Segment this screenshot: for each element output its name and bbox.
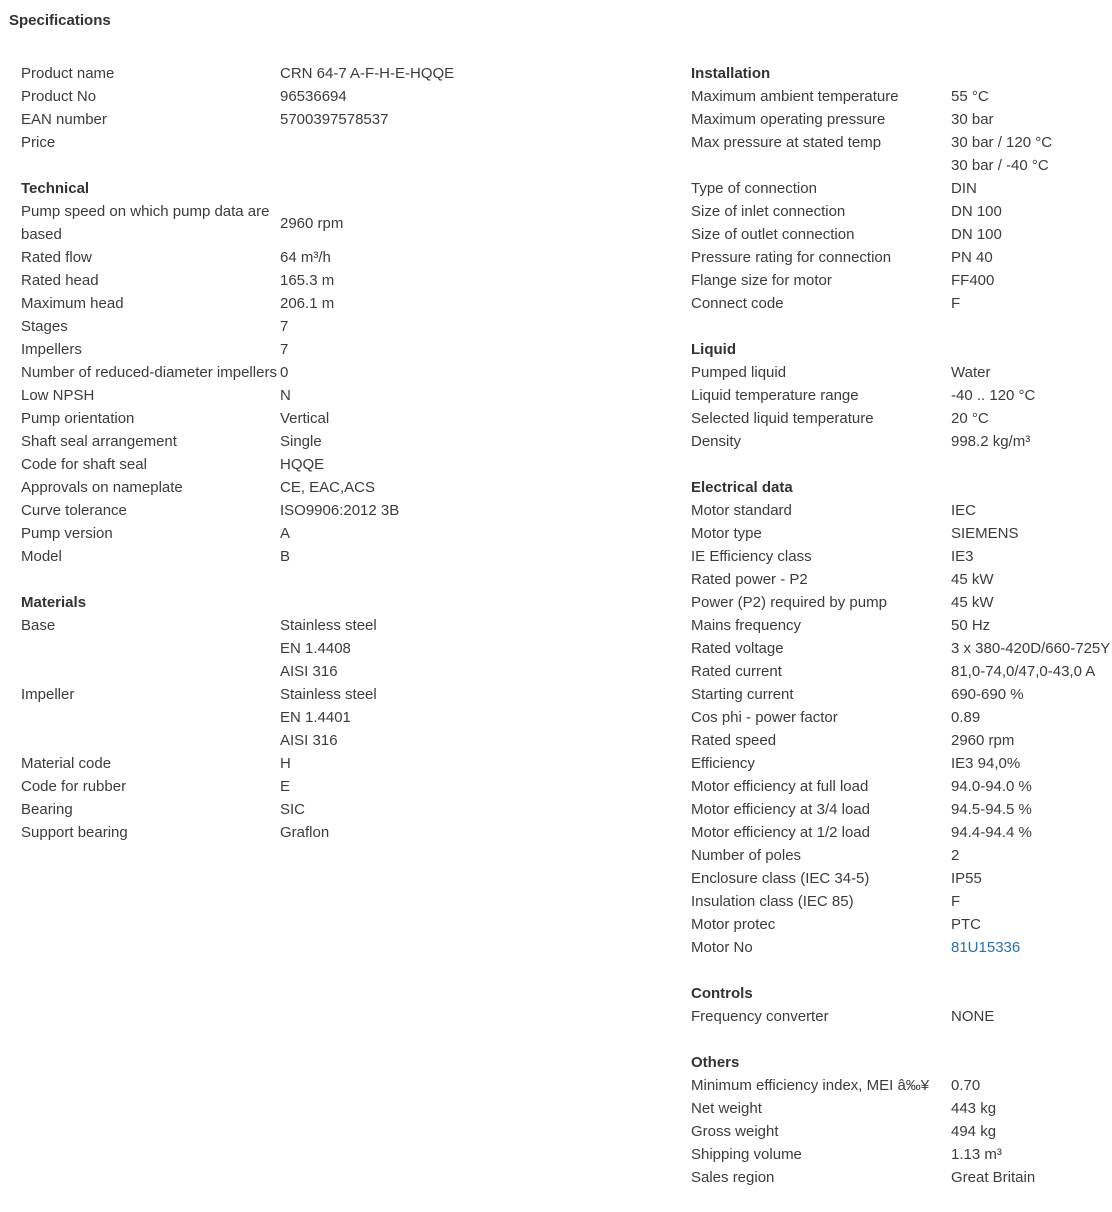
section-heading: Controls [691, 985, 753, 1002]
spec-label: Code for shaft seal [21, 456, 147, 473]
spec-value: 1.13 m³ [951, 1146, 1002, 1163]
section-materials [21, 591, 621, 844]
spec-row-enclosure-class-iec-34-5 [691, 867, 1112, 890]
spec-row-ean-number [21, 108, 621, 131]
spec-value-group [280, 752, 621, 775]
spec-value-group [280, 131, 621, 154]
spec-label: Gross weight [691, 1123, 779, 1140]
spec-row-max-pressure-at-stated-temp [691, 131, 1112, 177]
spec-value: 45 kW [951, 594, 994, 611]
spec-value: 0.70 [951, 1077, 981, 1094]
spec-row-product-no [21, 85, 621, 108]
spec-value: 7 [280, 341, 289, 358]
spec-label: IE Efficiency class [691, 548, 812, 565]
spec-value-group [951, 729, 1112, 752]
spec-value-group [280, 200, 621, 246]
spec-row-motor-standard [691, 499, 1112, 522]
spec-value-group [280, 430, 621, 453]
spec-value-group [280, 821, 621, 844]
spec-row-motor-efficiency-at-full-load [691, 775, 1112, 798]
spec-value-group [280, 614, 621, 683]
spec-value: E [280, 778, 291, 795]
spec-row-rated-power-p2 [691, 568, 1112, 591]
spec-value: SIC [280, 801, 306, 818]
spec-value-group [280, 453, 621, 476]
spec-value: F [951, 295, 961, 312]
spec-value-group [280, 384, 621, 407]
spec-label: Pumped liquid [691, 364, 787, 381]
spec-value-group [951, 1097, 1112, 1120]
spec-value: 165.3 m [280, 272, 335, 289]
spec-value: 3 x 380-420D/660-725Y [951, 640, 1111, 657]
spec-value: 94.5-94.5 % [951, 801, 1032, 818]
spec-value: 64 m³/h [280, 249, 331, 266]
spec-value: Stainless steel [280, 686, 377, 703]
spec-value-group [280, 85, 621, 108]
spec-value-group [951, 177, 1112, 200]
spec-row-flange-size-for-motor [691, 269, 1112, 292]
spec-row-product-name [21, 62, 621, 85]
spec-value-group [951, 1005, 1112, 1028]
spec-row-pumped-liquid [691, 361, 1112, 384]
spec-value-group [951, 223, 1112, 246]
spec-value-group [280, 269, 621, 292]
spec-label: Model [21, 548, 62, 565]
spec-row-rated-speed [691, 729, 1112, 752]
spec-value-group [951, 890, 1112, 913]
spec-value: 30 bar [951, 111, 994, 128]
spec-value-group [951, 1166, 1112, 1189]
spec-label: Maximum head [21, 295, 124, 312]
spec-value-group [280, 683, 621, 752]
spec-label: Max pressure at stated temp [691, 134, 882, 151]
spec-value: 2960 rpm [951, 732, 1015, 749]
section-technical [21, 177, 621, 568]
spec-label: Pump orientation [21, 410, 135, 427]
spec-value-group [280, 338, 621, 361]
spec-row-gross-weight [691, 1120, 1112, 1143]
spec-row-pump-speed-on-which-pump-data-are-based [21, 200, 621, 246]
spec-value-group [951, 752, 1112, 775]
section-heading: Materials [21, 594, 87, 611]
spec-value: 494 kg [951, 1123, 997, 1140]
spec-row-bearing [21, 798, 621, 821]
section-heading: Technical [21, 180, 90, 197]
spec-label: Size of outlet connection [691, 226, 855, 243]
spec-value-group [951, 568, 1112, 591]
spec-value: EN 1.4401 [280, 709, 351, 726]
section-heading: Liquid [691, 341, 736, 358]
spec-value-group [951, 660, 1112, 683]
spec-label: Power (P2) required by pump [691, 594, 887, 611]
spec-label: Stages [21, 318, 68, 335]
spec-label: Number of poles [691, 847, 802, 864]
spec-value: 55 °C [951, 88, 989, 105]
spec-label: Support bearing [21, 824, 128, 841]
spec-value-group [951, 522, 1112, 545]
spec-label: Product name [21, 65, 115, 82]
spec-row-motor-no [691, 936, 1112, 959]
spec-value-group [951, 131, 1112, 177]
spec-value-group [951, 844, 1112, 867]
spec-value: DN 100 [951, 226, 1002, 243]
spec-row-frequency-converter [691, 1005, 1112, 1028]
spec-row-base [21, 614, 621, 683]
spec-row-pump-version [21, 522, 621, 545]
spec-value-group [951, 430, 1112, 453]
spec-value: 20 °C [951, 410, 989, 427]
spec-label: Enclosure class (IEC 34-5) [691, 870, 870, 887]
spec-label: Material code [21, 755, 112, 772]
spec-value-group [951, 1120, 1112, 1143]
spec-value-group [280, 545, 621, 568]
spec-value: HQQE [280, 456, 325, 473]
spec-value: Graflon [280, 824, 330, 841]
spec-value-group [951, 775, 1112, 798]
spec-label: Pressure rating for connection [691, 249, 892, 266]
spec-row-motor-efficiency-at-3-4-load [691, 798, 1112, 821]
spec-value-group [951, 545, 1112, 568]
spec-label: Connect code [691, 295, 784, 312]
spec-value: 7 [280, 318, 289, 335]
spec-value-group [951, 614, 1112, 637]
spec-row-rated-current [691, 660, 1112, 683]
spec-label: Bearing [21, 801, 73, 818]
spec-row-shaft-seal-arrangement [21, 430, 621, 453]
spec-value-group [280, 407, 621, 430]
spec-label: Motor efficiency at 1/2 load [691, 824, 870, 841]
spec-row-rated-voltage [691, 637, 1112, 660]
spec-value-group [951, 108, 1112, 131]
spec-value: ISO9906:2012 3B [280, 502, 400, 519]
spec-row-shipping-volume [691, 1143, 1112, 1166]
spec-row-mains-frequency [691, 614, 1112, 637]
spec-row-size-of-inlet-connection [691, 200, 1112, 223]
spec-label: Pump speed on which pump data are based [21, 203, 270, 243]
spec-value-group [280, 476, 621, 499]
spec-label: Impellers [21, 341, 82, 358]
spec-label: Motor efficiency at 3/4 load [691, 801, 870, 818]
spec-value-group [951, 591, 1112, 614]
spec-value: IE3 [951, 548, 974, 565]
spec-value-group [280, 292, 621, 315]
spec-row-selected-liquid-temperature [691, 407, 1112, 430]
spec-label: Rated head [21, 272, 99, 289]
spec-value: 30 bar / 120 °C [951, 134, 1053, 151]
spec-label: Rated voltage [691, 640, 784, 657]
spec-value: H [280, 755, 291, 772]
spec-value: PTC [951, 916, 981, 933]
spec-label: Selected liquid temperature [691, 410, 874, 427]
spec-value: DN 100 [951, 203, 1002, 220]
spec-label: Size of inlet connection [691, 203, 846, 220]
spec-row-material-code [21, 752, 621, 775]
spec-label: Insulation class (IEC 85) [691, 893, 854, 910]
section-controls [691, 982, 1112, 1028]
spec-value: 443 kg [951, 1100, 997, 1117]
section-heading: Others [691, 1054, 740, 1071]
spec-value-group [951, 683, 1112, 706]
spec-value: IEC [951, 502, 977, 519]
spec-value: 0.89 [951, 709, 981, 726]
spec-value: 206.1 m [280, 295, 335, 312]
spec-row-pressure-rating-for-connection [691, 246, 1112, 269]
section-heading: Electrical data [691, 479, 793, 496]
right-spec-column [691, 62, 1112, 1212]
spec-row-connect-code [691, 292, 1112, 315]
spec-value: EN 1.4408 [280, 640, 351, 657]
section-general [21, 62, 621, 154]
spec-row-net-weight [691, 1097, 1112, 1120]
spec-label: Motor No [691, 939, 753, 956]
spec-row-support-bearing [21, 821, 621, 844]
spec-label: Type of connection [691, 180, 817, 197]
spec-value: IE3 94,0% [951, 755, 1021, 772]
spec-value-group [951, 407, 1112, 430]
spec-row-insulation-class-iec-85 [691, 890, 1112, 913]
spec-value: 94.4-94.4 % [951, 824, 1032, 841]
spec-row-motor-efficiency-at-1-2-load [691, 821, 1112, 844]
spec-value-group [951, 913, 1112, 936]
spec-label: Net weight [691, 1100, 762, 1117]
spec-value-group [951, 361, 1112, 384]
spec-row-maximum-head [21, 292, 621, 315]
spec-value-group [951, 499, 1112, 522]
spec-value-group [951, 246, 1112, 269]
spec-row-number-of-reduced-diameter-impellers [21, 361, 621, 384]
spec-value: B [280, 548, 291, 565]
spec-label: Base [21, 617, 56, 634]
spec-value: CRN 64-7 A-F-H-E-HQQE [280, 65, 455, 82]
spec-value: N [280, 387, 291, 404]
spec-row-model [21, 545, 621, 568]
spec-row-number-of-poles [691, 844, 1112, 867]
spec-value-group [280, 798, 621, 821]
spec-label: Sales region [691, 1169, 775, 1186]
spec-value-group [951, 269, 1112, 292]
spec-value: F [951, 893, 961, 910]
spec-row-density [691, 430, 1112, 453]
spec-value: 45 kW [951, 571, 994, 588]
spec-row-pump-orientation [21, 407, 621, 430]
spec-label: Cos phi - power factor [691, 709, 838, 726]
spec-value: Water [951, 364, 991, 381]
spec-value: FF400 [951, 272, 995, 289]
spec-value: 94.0-94.0 % [951, 778, 1032, 795]
spec-value-group [280, 315, 621, 338]
spec-value-group [280, 775, 621, 798]
spec-value: 5700397578537 [280, 111, 389, 128]
spec-row-type-of-connection [691, 177, 1112, 200]
spec-value-group [280, 62, 621, 85]
spec-label: Product No [21, 88, 97, 105]
spec-value-group [951, 1143, 1112, 1166]
spec-label: Price [21, 134, 56, 151]
spec-value-group [280, 361, 621, 384]
spec-value-group [280, 246, 621, 269]
spec-row-code-for-shaft-seal [21, 453, 621, 476]
spec-label: Maximum ambient temperature [691, 88, 899, 105]
spec-value: SIEMENS [951, 525, 1019, 542]
spec-label: Motor protec [691, 916, 776, 933]
spec-row-low-npsh [21, 384, 621, 407]
spec-label: Frequency converter [691, 1008, 829, 1025]
spec-value-group [951, 637, 1112, 660]
spec-label: Liquid temperature range [691, 387, 859, 404]
spec-value-group [951, 85, 1112, 108]
spec-value: Great Britain [951, 1169, 1036, 1186]
spec-label: EAN number [21, 111, 107, 128]
spec-value: 2960 rpm [280, 214, 344, 232]
spec-row-code-for-rubber [21, 775, 621, 798]
spec-row-minimum-efficiency-index-mei [691, 1074, 1112, 1097]
spec-value: 690-690 % [951, 686, 1024, 703]
spec-row-power-p2-required-by-pump [691, 591, 1112, 614]
spec-value: 2 [951, 847, 960, 864]
spec-row-efficiency [691, 752, 1112, 775]
spec-value-group [951, 1074, 1112, 1097]
spec-row-maximum-operating-pressure [691, 108, 1112, 131]
spec-label: Rated current [691, 663, 782, 680]
spec-label: Rated speed [691, 732, 777, 749]
spec-label: Low NPSH [21, 387, 95, 404]
spec-value: DIN [951, 180, 977, 197]
spec-value: CE, EAC,ACS [280, 479, 376, 496]
spec-value: 81,0-74,0/47,0-43,0 A [951, 663, 1096, 680]
spec-value: 50 Hz [951, 617, 991, 634]
spec-label: Rated flow [21, 249, 92, 266]
spec-label: Maximum operating pressure [691, 111, 886, 128]
spec-value: NONE [951, 1008, 995, 1025]
spec-value-group [951, 292, 1112, 315]
motor-number-link[interactable]: 81U15336 [951, 939, 1021, 956]
spec-row-cos-phi-power-factor [691, 706, 1112, 729]
spec-row-rated-head [21, 269, 621, 292]
spec-label: Code for rubber [21, 778, 127, 795]
spec-value-group [951, 936, 1112, 959]
spec-value-group [951, 821, 1112, 844]
spec-value: Vertical [280, 410, 330, 427]
spec-row-stages [21, 315, 621, 338]
spec-row-price [21, 131, 621, 154]
spec-value: IP55 [951, 870, 982, 887]
spec-value-group [951, 706, 1112, 729]
spec-row-maximum-ambient-temperature [691, 85, 1112, 108]
spec-row-impeller [21, 683, 621, 752]
spec-row-motor-protec [691, 913, 1112, 936]
spec-row-curve-tolerance [21, 499, 621, 522]
spec-label: Shipping volume [691, 1146, 802, 1163]
spec-value-group [951, 384, 1112, 407]
spec-value: 96536694 [280, 88, 347, 105]
spec-label: Motor type [691, 525, 762, 542]
spec-value: AISI 316 [280, 663, 338, 680]
section-heading: Installation [691, 65, 771, 82]
spec-label: Efficiency [691, 755, 755, 772]
spec-value-group [280, 499, 621, 522]
spec-row-starting-current [691, 683, 1112, 706]
spec-row-impellers [21, 338, 621, 361]
spec-value: Stainless steel [280, 617, 377, 634]
page-title: Specifications [9, 12, 111, 29]
spec-row-rated-flow [21, 246, 621, 269]
spec-label: Mains frequency [691, 617, 802, 634]
spec-value-group [951, 798, 1112, 821]
spec-value-group [280, 522, 621, 545]
spec-label: Impeller [21, 686, 75, 703]
spec-label: Density [691, 433, 742, 450]
spec-label: Flange size for motor [691, 272, 832, 289]
spec-value: 998.2 kg/m³ [951, 433, 1031, 450]
spec-value-group [951, 867, 1112, 890]
spec-label: Motor efficiency at full load [691, 778, 869, 795]
spec-label: Approvals on nameplate [21, 479, 183, 496]
left-spec-column [21, 62, 621, 867]
spec-row-sales-region [691, 1166, 1112, 1189]
spec-value: Single [280, 433, 322, 450]
section-liquid [691, 338, 1112, 453]
spec-label: Rated power - P2 [691, 571, 808, 588]
section-electrical-data [691, 476, 1112, 959]
spec-label: Minimum efficiency index, MEI â‰¥ [691, 1077, 930, 1094]
spec-value: 30 bar / -40 °C [951, 157, 1049, 174]
spec-label: Pump version [21, 525, 113, 542]
spec-label: Motor standard [691, 502, 792, 519]
spec-value: 0 [280, 364, 289, 381]
spec-row-size-of-outlet-connection [691, 223, 1112, 246]
spec-value: -40 .. 120 °C [951, 387, 1036, 404]
spec-row-motor-type [691, 522, 1112, 545]
spec-value: PN 40 [951, 249, 993, 266]
section-others [691, 1051, 1112, 1189]
spec-value: A [280, 525, 291, 542]
spec-value: AISI 316 [280, 732, 338, 749]
spec-label: Curve tolerance [21, 502, 127, 519]
spec-row-approvals-on-nameplate [21, 476, 621, 499]
spec-label: Number of reduced-diameter impellers [21, 364, 277, 381]
spec-value-group [951, 200, 1112, 223]
spec-label: Starting current [691, 686, 794, 703]
spec-label: Shaft seal arrangement [21, 433, 177, 450]
spec-value-group [280, 108, 621, 131]
spec-row-ie-efficiency-class [691, 545, 1112, 568]
spec-row-liquid-temperature-range [691, 384, 1112, 407]
section-installation [691, 62, 1112, 315]
